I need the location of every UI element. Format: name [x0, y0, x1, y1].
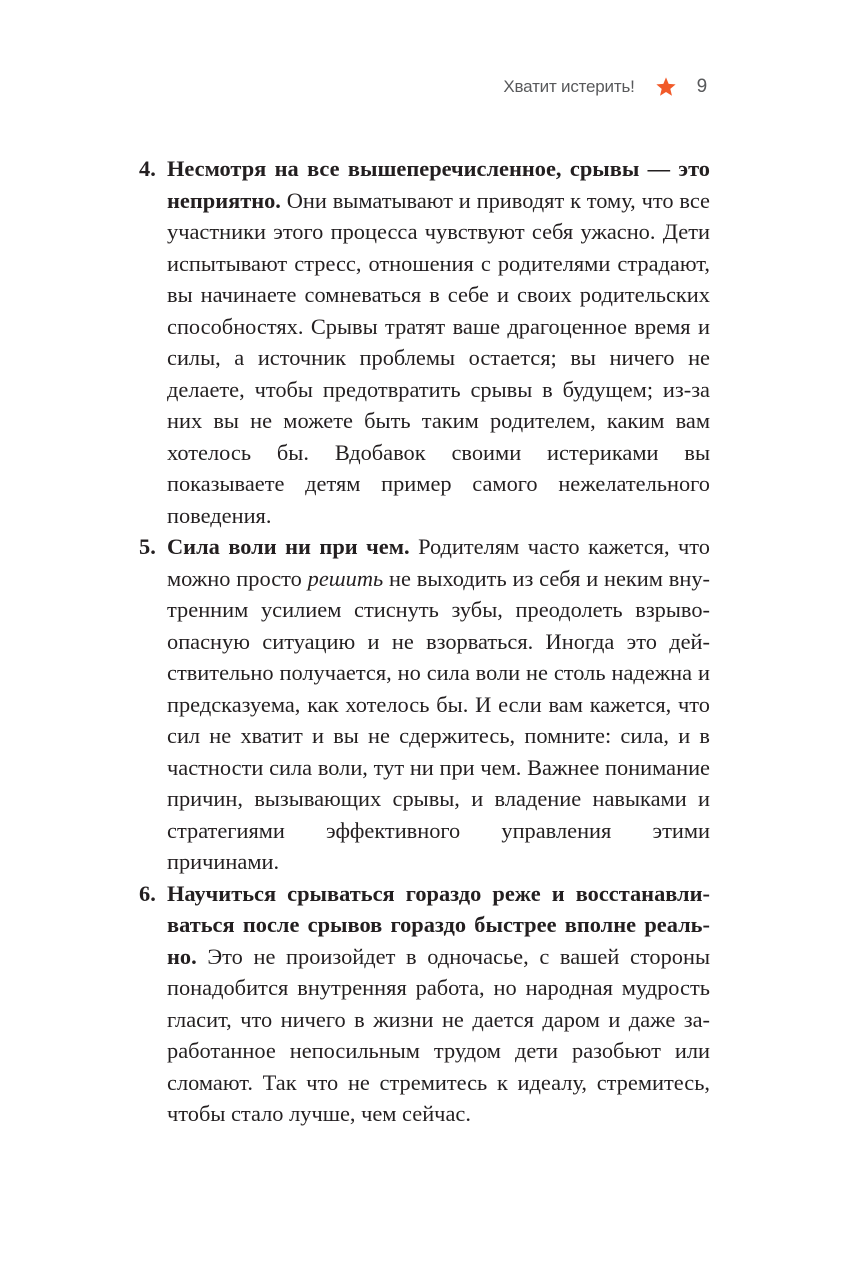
list-item-6 [139, 878, 710, 1130]
book-title: Хватит истерить! [503, 77, 635, 96]
page-number: 9 [696, 76, 707, 97]
item-lead: Сила воли ни при чем. [167, 534, 410, 559]
list-number: 5. [139, 534, 156, 559]
item-text: Они выматывают и приводят к тому, что все участники этого процесса чувствуют себя ужасно. Дети испытывают стресс, отношения с родителями страдают, вы начинаете сомневаться в себе и своих родительских способностях. Срывы тратят ваше драгоценное время и силы, а источник проблемы остается; вы ничего не делаете, чтобы предотвратить срывы в будущем; из-за них вы не можете быть таким родителем, каким вам хотелось бы. Вдобавок своими истериками вы показываете детям пример самого нежелательного поведения. [167, 187, 710, 528]
item-text-before: Родителям часто кажется, что можно просто [167, 534, 710, 591]
list-item-5 [139, 531, 710, 878]
list-number: 6. [139, 880, 156, 906]
list-number: 4. [139, 156, 156, 181]
star-icon [655, 76, 677, 98]
item-text-after: не выходить из себя и неким внутренним усилием стиснуть зубы, преодолеть взрывоопасную ситуацию и не взорваться. Иногда это действительно получается, но сила воли не столь надежна и предсказуема, как хотелось бы. И если вам кажется, что сил не хватит и вы не сдержитесь, помните: сила, и в частности сила воли, тут ни при чем. Важнее понимание причин, вызывающих срывы, и владение навыками и стратегиями эффективного управления этими причинами. [167, 565, 710, 874]
running-head [503, 76, 707, 98]
item-emphasis: решить [307, 565, 384, 591]
list-item-4 [139, 153, 710, 531]
item-lead: Несмотря на все вышеперечисленное, срывы — это неприятно. [167, 156, 710, 213]
item-lead: Научиться срываться гораздо реже и восстанавливаться после срывов гораздо быстрее вполне реально. [167, 880, 710, 969]
item-text: Это не произойдет в одночасье, с вашей стороны понадобится внутренняя работа, но народная мудрость гласит, что ничего в жизни не дается даром и даже заработанное непосильным трудом дети разобьют или сломают. Так что не стремитесь к идеалу, стремитесь, чтобы стало лучше, чем сейчас. [167, 943, 710, 1126]
page-body [139, 153, 710, 1130]
